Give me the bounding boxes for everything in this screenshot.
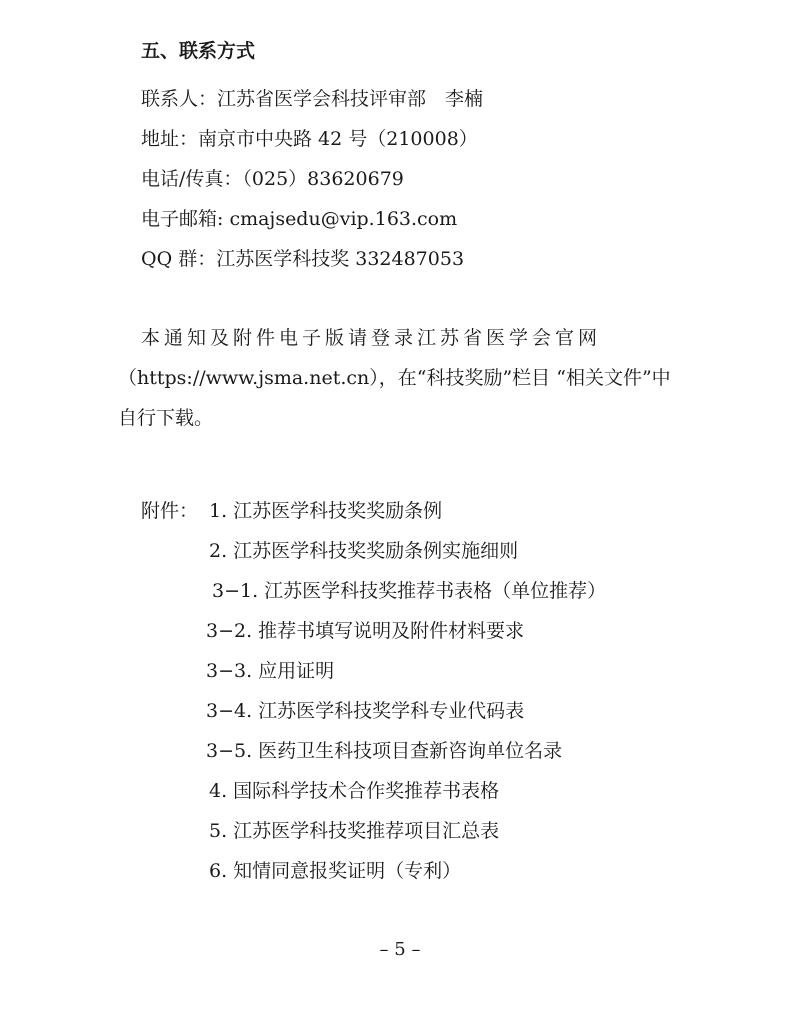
attachment-item: 6. 知情同意报奖证明（专利） — [209, 860, 462, 882]
attachment-item: 4. 国际科学技术合作奖推荐书表格 — [209, 780, 500, 802]
contact-address: 地址：南京市中央路 42 号（210008） — [141, 128, 478, 150]
attachment-item: 2. 江苏医学科技奖奖励条例实施细则 — [209, 540, 519, 562]
contact-email: 电子邮箱: cmajsedu@vip.163.com — [141, 208, 458, 230]
attachment-item: 3−1. 江苏医学科技奖推荐书表格（单位推荐） — [212, 580, 607, 602]
contact-person: 联系人：江苏省医学会科技评审部 李楠 — [141, 88, 484, 110]
attachment-item: 1. 江苏医学科技奖奖励条例 — [209, 500, 443, 522]
attachment-item: 3−2. 推荐书填写说明及附件材料要求 — [206, 620, 525, 642]
contact-phone: 电话/传真：（025）83620679 — [141, 168, 404, 190]
page-number: – 5 – — [379, 939, 421, 960]
section-heading-contact: 五、联系方式 — [141, 40, 256, 62]
contact-qq: QQ 群：江苏医学科技奖 332487053 — [141, 248, 465, 270]
attachment-item: 5. 江苏医学科技奖推荐项目汇总表 — [209, 820, 500, 842]
notice-line-2: （https://www.jsma.net.cn），在“科技奖励”栏目 “相关文件”中 — [118, 367, 671, 389]
notice-line-3: 自行下载。 — [118, 407, 214, 429]
attachment-item: 3−3. 应用证明 — [206, 660, 335, 682]
attachment-item: 3−4. 江苏医学科技奖学科专业代码表 — [206, 700, 525, 722]
attachments-prefix: 附件： — [141, 500, 199, 522]
notice-line-1: 本通知及附件电子版请登录江苏省医学会官网 — [141, 327, 602, 349]
attachment-item: 3−5. 医药卫生科技项目查新咨询单位名录 — [206, 740, 563, 762]
